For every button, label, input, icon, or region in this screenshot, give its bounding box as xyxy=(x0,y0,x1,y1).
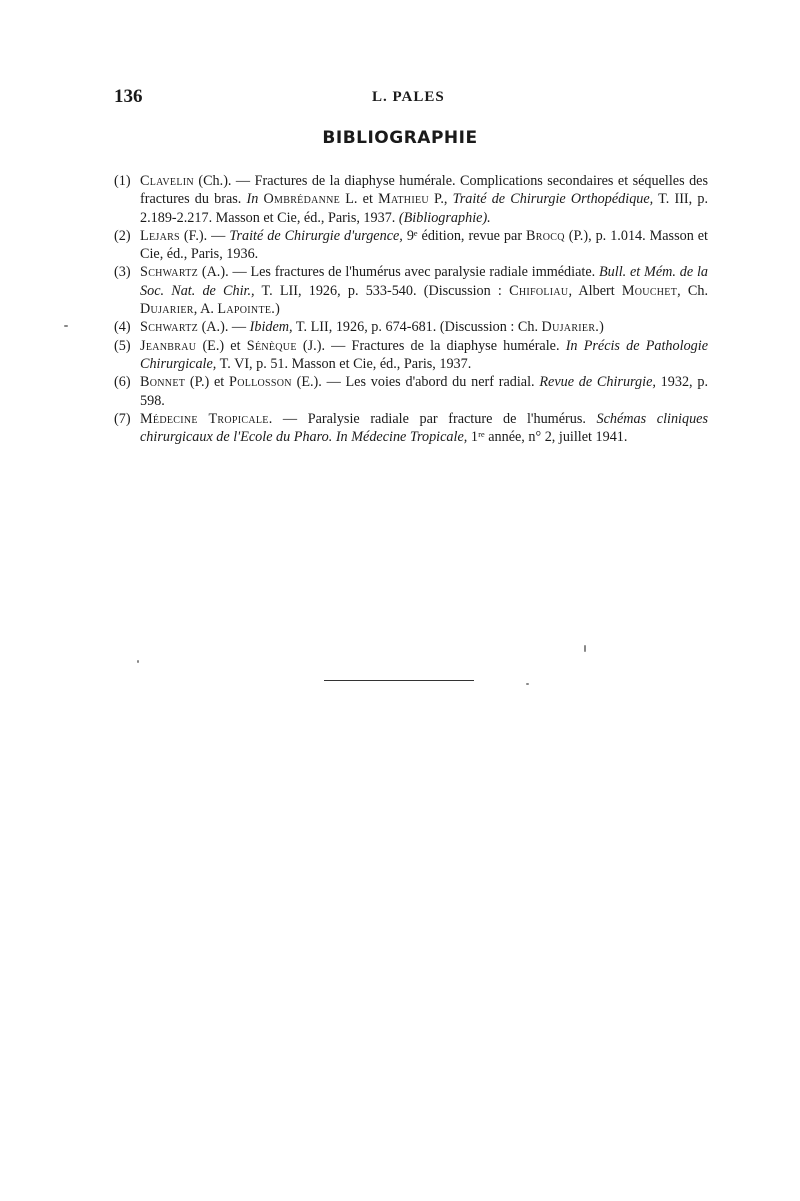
reference-author-name: Pollosson xyxy=(229,374,292,391)
reference-author-name: Ombrédanne xyxy=(263,191,341,208)
reference-text-fragment: , Albert xyxy=(568,282,622,299)
scan-speck xyxy=(137,660,139,663)
reference-text-fragment: . — Paralysie radiale par fracture de l'humérus. xyxy=(268,410,597,427)
reference-text xyxy=(140,319,604,335)
reference-entry xyxy=(114,410,708,447)
reference-text-fragment: (P.) et xyxy=(185,374,229,391)
reference-author-name: Clavelin xyxy=(140,173,194,189)
reference-author-name: Sénèque xyxy=(246,337,297,354)
reference-text-fragment: T. III, p. 2.189-2.217. Masson et Cie, éd., Paris, 1937. xyxy=(140,191,709,226)
reference-author-name: Chifoliau xyxy=(509,282,569,299)
reference-number: (5) xyxy=(114,337,131,354)
reference-text-fragment: (A.). — Les fractures de l'humérus avec paralysie radiale immédiate. xyxy=(198,264,599,281)
reference-author-name: Dujarier xyxy=(140,301,194,318)
scan-speck xyxy=(64,325,68,327)
reference-author-name: Brocq xyxy=(526,227,565,244)
reference-number: (4) xyxy=(114,319,131,336)
reference-text-fragment: (J.). — Fractures de la diaphyse humérale. xyxy=(296,337,566,354)
reference-author-name: Mouchet xyxy=(621,282,678,299)
reference-text-fragment: 1ʳᵉ année, n° 2, juillet 1941. xyxy=(467,429,628,446)
reference-entry xyxy=(114,227,708,264)
reference-italic-text: Revue de Chirurgie, xyxy=(539,374,656,391)
reference-text-fragment: T. LII, 1926, p. 674-681. (Discussion : Ch. xyxy=(292,319,542,336)
reference-author-name: Lapointe. xyxy=(217,301,276,318)
reference-list xyxy=(114,172,708,446)
reference-number: (2) xyxy=(114,227,131,244)
reference-number: (6) xyxy=(114,374,131,391)
scan-speck xyxy=(584,645,586,652)
reference-author-name: Schwartz xyxy=(140,264,199,281)
reference-text xyxy=(140,374,708,408)
reference-author-name: Lejars xyxy=(140,227,180,244)
reference-author-name: Bonnet xyxy=(140,374,186,391)
reference-text-fragment: (Ch.). — Fractures de la diaphyse humérale. Complications secondaires et séquelles des fractures du bras. xyxy=(140,173,708,208)
reference-text xyxy=(140,228,708,262)
reference-number: (7) xyxy=(114,410,131,427)
reference-author-name: Schwartz xyxy=(140,319,199,336)
running-head: L. PALES xyxy=(372,89,445,105)
reference-text-fragment: 9ᵉ édition, revue par xyxy=(402,227,527,244)
reference-text-fragment: , Ch. xyxy=(677,282,708,299)
reference-entry xyxy=(114,263,708,318)
reference-text-fragment: L. et xyxy=(340,191,379,208)
reference-italic-text: Schémas cliniques chirurgicaux de l'Ecole du Pharo. In Médecine Tropicale, xyxy=(140,410,708,446)
reference-entry xyxy=(114,373,708,410)
page-number: 136 xyxy=(114,86,143,107)
reference-text xyxy=(140,264,708,317)
reference-italic-text: Traité de Chirurgie d'urgence, xyxy=(229,227,403,244)
reference-number: (3) xyxy=(114,264,131,281)
reference-text-fragment: (P.), p. 1.014. Masson et Cie, éd., Paris, 1936. xyxy=(140,227,709,263)
reference-text-fragment: (E.) et xyxy=(196,337,247,354)
reference-italic-text: In Précis de Pathologie Chirurgicale, xyxy=(140,337,708,372)
end-rule xyxy=(324,680,474,681)
reference-text-fragment: 1932, p. 598. xyxy=(140,374,709,409)
reference-number: (1) xyxy=(114,173,131,189)
reference-author-name: Jeanbrau xyxy=(140,337,197,354)
reference-entry xyxy=(114,337,708,374)
scan-speck xyxy=(526,683,529,685)
reference-italic-text: Bull. et Mém. de la Soc. Nat. de Chir., xyxy=(140,264,709,299)
reference-italic-text: In xyxy=(246,191,259,208)
reference-author-name: Dujarier. xyxy=(541,319,600,336)
reference-entry xyxy=(114,172,708,227)
reference-text-fragment: P., xyxy=(428,191,453,208)
reference-text-fragment: (E.). — Les voies d'abord du nerf radial. xyxy=(291,374,540,391)
reference-text-fragment: T. LII, 1926, p. 533-540. (Discussion : xyxy=(254,282,510,299)
reference-author-name: Mathieu xyxy=(378,191,429,208)
reference-text-fragment: ) xyxy=(275,301,280,318)
reference-text xyxy=(140,338,708,372)
reference-text-fragment: (A.). — xyxy=(198,319,250,336)
reference-text-fragment: T. VI, p. 51. Masson et Cie, éd., Paris, 1937. xyxy=(216,355,472,372)
reference-text xyxy=(140,173,708,226)
reference-text-fragment: ) xyxy=(599,319,604,336)
bibliography-title: BIBLIOGRAPHIE xyxy=(322,128,478,148)
reference-text xyxy=(140,411,708,445)
reference-author-name: Médecine Tropicale xyxy=(140,410,269,427)
reference-text-fragment: (F.). — xyxy=(179,227,230,244)
reference-italic-text: Traité de Chirurgie Orthopédique, xyxy=(452,191,654,208)
reference-text-fragment: , A. xyxy=(193,301,218,318)
reference-italic-text: (Bibliographie). xyxy=(398,209,491,226)
reference-italic-text: Ibidem, xyxy=(249,319,293,336)
reference-entry xyxy=(114,318,708,336)
